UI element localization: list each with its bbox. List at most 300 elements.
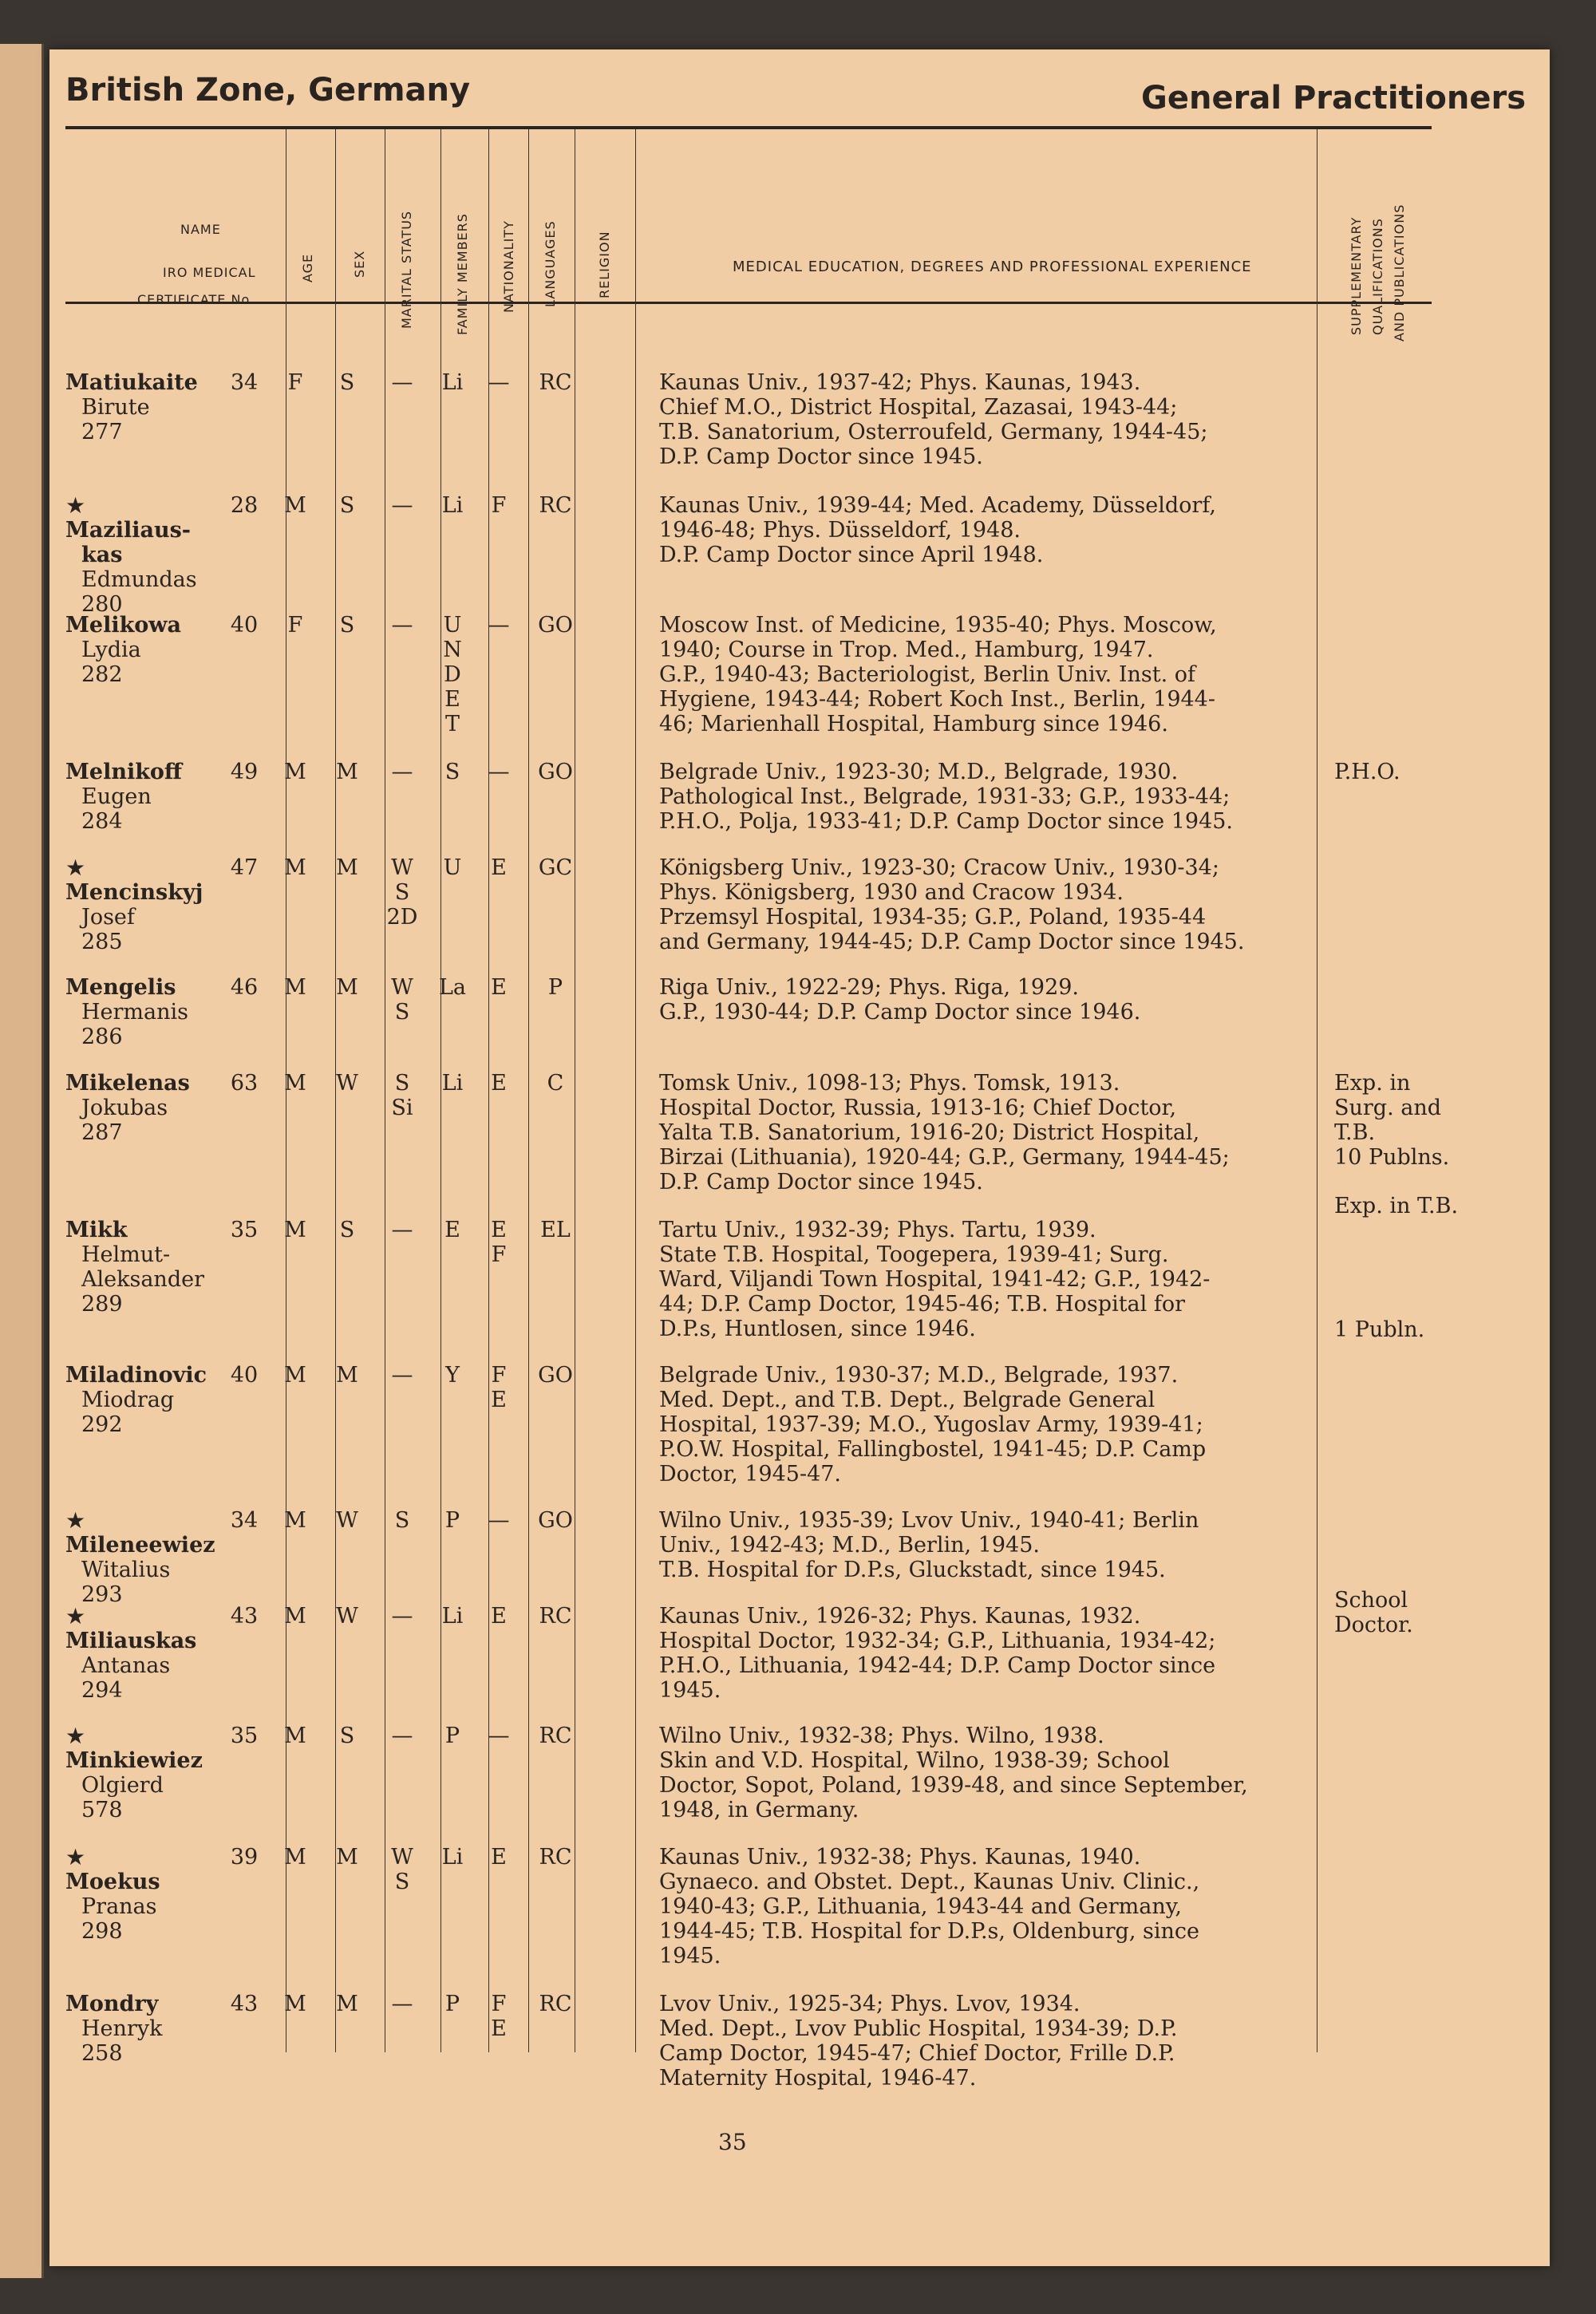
nationality-line: U [443, 855, 462, 880]
given-name: Edmundas [81, 567, 197, 592]
religion-cell: EL [540, 1218, 571, 1242]
column-header-name: NAME [180, 222, 221, 237]
name-cell [65, 1508, 241, 1607]
languages-cell [476, 1218, 522, 1267]
languages-cell [476, 975, 522, 1000]
language-line: E [491, 1218, 507, 1242]
supplementary-cell [1334, 1194, 1494, 1342]
surname: Mikk [65, 1218, 128, 1242]
certificate-number: 289 [81, 1292, 123, 1317]
marital-status-cell: S [339, 493, 355, 518]
surname-line [65, 1508, 241, 1558]
marital-status-cell: W [336, 1508, 358, 1533]
surname-line [65, 975, 241, 1000]
header-rule [65, 126, 1432, 129]
religion-cell: RC [539, 1724, 572, 1748]
education-line: Lvov Univ., 1925-34; Phys. Lvov, 1934. [659, 1992, 1080, 2016]
nationality-line: U [443, 613, 462, 638]
star-icon: ★ [65, 1603, 86, 1629]
education-line: D.P. Camp Doctor since 1945. [659, 1170, 983, 1195]
age-cell: 35 [230, 1218, 259, 1242]
age-cell: 34 [230, 370, 259, 395]
certificate-number: 282 [81, 662, 123, 687]
name-cell [65, 1724, 241, 1822]
nationality-cell [429, 1218, 476, 1242]
education-cell [659, 975, 1363, 1025]
marital-status-cell: M [336, 1845, 358, 1870]
name-cell [65, 493, 241, 617]
age-cell: 28 [230, 493, 259, 518]
language-line: — [488, 370, 510, 395]
supplementary-line [1334, 1293, 1494, 1317]
given-name: Pranas [81, 1894, 157, 1919]
surname-line [65, 613, 241, 638]
religion-cell: RC [539, 1845, 572, 1870]
surname-line [65, 1363, 241, 1388]
education-line: 46; Marienhall Hospital, Hamburg since 1946. [659, 712, 1168, 736]
education-line: Doctor, 1945-47. [659, 1462, 842, 1487]
sex-cell: M [284, 1508, 306, 1533]
supplementary-line [1334, 1268, 1494, 1293]
education-line: Hospital Doctor, 1932-34; G.P., Lithuania, 1934-42; [659, 1629, 1216, 1653]
family-member: — [391, 1724, 413, 1748]
surname: Melnikoff [65, 760, 183, 784]
language-line: E [491, 2016, 507, 2041]
nationality-cell [429, 370, 476, 395]
education-line: P.O.W. Hospital, Fallingbostel, 1941-45; D.P. Camp [659, 1437, 1207, 1462]
religion-cell: GO [538, 613, 573, 638]
surname: Maziliaus- [65, 518, 192, 543]
education-line: 1940; Course in Trop. Med., Hamburg, 1947. [659, 638, 1154, 662]
surname: Mengelis [65, 975, 176, 1000]
sex-cell: M [284, 760, 306, 784]
language-line: E [491, 1604, 507, 1629]
nationality-line: D [444, 662, 461, 687]
surname-line [65, 1845, 241, 1894]
nationality-line: T [444, 712, 460, 736]
sex-cell: M [284, 493, 306, 518]
family-member: — [391, 1992, 413, 2016]
certificate-number: 294 [81, 1678, 123, 1703]
surname-line [65, 543, 241, 567]
religion-cell: RC [539, 370, 572, 395]
nationality-line: S [444, 760, 460, 784]
education-cell [659, 1845, 1363, 1968]
nationality-line: Li [441, 1071, 464, 1096]
surname: Miladinovic [65, 1363, 207, 1388]
given-name: Henryk [81, 2016, 163, 2041]
education-line: 44; D.P. Camp Doctor, 1945-46; T.B. Hospital for [659, 1292, 1186, 1317]
family-members-cell [375, 855, 429, 930]
religion-cell: P [547, 975, 563, 1000]
language-line: E [491, 1388, 507, 1412]
family-member: — [391, 760, 413, 784]
religion-cell: GO [538, 760, 573, 784]
education-line: Hygiene, 1943-44; Robert Koch Inst., Berlin, 1944- [659, 687, 1215, 712]
education-cell [659, 1071, 1363, 1195]
languages-cell [476, 1724, 522, 1748]
certificate-number: 293 [81, 1582, 123, 1607]
surname-line [65, 1724, 241, 1773]
name-cell [65, 975, 241, 1049]
education-line: Tartu Univ., 1932-39; Phys. Tartu, 1939. [659, 1218, 1096, 1242]
language-line: — [488, 1508, 510, 1533]
column-header-rule [65, 302, 1432, 304]
education-line: Birzai (Lithuania), 1920-44; G.P., Germany, 1944-45; [659, 1145, 1230, 1170]
religion-cell: GO [538, 1363, 573, 1388]
supplementary-cell [1334, 1588, 1494, 1637]
marital-status-cell: M [336, 1363, 358, 1388]
column-header-age: AGE [300, 253, 315, 282]
family-member: — [391, 1604, 413, 1629]
star-icon: ★ [65, 1723, 86, 1749]
education-line: Hospital, 1937-39; M.O., Yugoslav Army, 1939-41; [659, 1412, 1203, 1437]
education-cell [659, 1363, 1363, 1487]
religion-cell: C [547, 1071, 564, 1096]
marital-status-cell: S [339, 1218, 355, 1242]
column-header-supplementary: AND PUBLICATIONS [1392, 203, 1407, 342]
column-header-marital: MARITAL STATUS [399, 210, 414, 329]
education-line: Wilno Univ., 1932-38; Phys. Wilno, 1938. [659, 1724, 1104, 1748]
education-cell [659, 1218, 1363, 1341]
family-members-cell [375, 760, 429, 784]
education-cell [659, 613, 1363, 736]
name-cell [65, 370, 241, 444]
nationality-line: P [444, 1724, 460, 1748]
family-members-cell [375, 1218, 429, 1242]
education-line: Med. Dept., Lvov Public Hospital, 1934-39; D.P. [659, 2016, 1178, 2041]
nationality-cell [429, 493, 476, 518]
education-line: 1948, in Germany. [659, 1798, 859, 1822]
education-cell [659, 370, 1363, 469]
education-line: Kaunas Univ., 1926-32; Phys. Kaunas, 1932. [659, 1604, 1141, 1629]
language-line: — [488, 760, 510, 784]
family-member: S [394, 880, 410, 905]
languages-cell [476, 1845, 522, 1870]
education-cell [659, 1604, 1363, 1703]
language-line: E [491, 1845, 507, 1870]
education-line: D.P. Camp Doctor since April 1948. [659, 543, 1044, 567]
name-cell [65, 1604, 241, 1703]
certificate-number: 258 [81, 2041, 123, 2066]
sex-cell: M [284, 1218, 306, 1242]
supplementary-line: T.B. [1334, 1120, 1376, 1145]
age-cell: 47 [230, 855, 259, 880]
education-line: 1946-48; Phys. Düsseldorf, 1948. [659, 518, 1021, 543]
nationality-line: Y [445, 1363, 460, 1388]
nationality-cell [429, 855, 476, 880]
name-cell [65, 855, 241, 954]
surname: Minkiewiez [65, 1748, 203, 1773]
education-line: G.P., 1930-44; D.P. Camp Doctor since 1946. [659, 1000, 1141, 1025]
supplementary-line: Exp. in [1334, 1071, 1411, 1096]
surname-line [65, 1604, 241, 1653]
given-name: Aleksander [81, 1267, 204, 1292]
language-line: F [491, 1242, 507, 1267]
nationality-cell [429, 760, 476, 784]
surname: Mileneewiez [65, 1533, 215, 1558]
nationality-cell [429, 1992, 476, 2016]
family-members-cell [375, 1992, 429, 2016]
age-cell: 39 [230, 1845, 259, 1870]
column-header-cert: CERTIFICATE No. [137, 292, 255, 307]
family-member: — [391, 613, 413, 638]
star-icon: ★ [65, 1507, 86, 1534]
supplementary-cell [1334, 1071, 1494, 1170]
column-header-sex: SEX [352, 250, 367, 278]
family-member: — [391, 1218, 413, 1242]
education-line: P.H.O., Lithuania, 1942-44; D.P. Camp Doctor since [659, 1653, 1216, 1678]
nationality-line: Li [441, 493, 464, 518]
star-icon: ★ [65, 1844, 86, 1870]
family-members-cell [375, 975, 429, 1025]
certificate-number: 287 [81, 1120, 123, 1145]
given-name: Josef [81, 905, 135, 930]
languages-cell [476, 1508, 522, 1533]
family-member: S [394, 1071, 410, 1096]
given-name: Antanas [81, 1653, 171, 1678]
sex-cell: M [284, 1992, 306, 2016]
family-members-cell [375, 1604, 429, 1629]
star-icon: ★ [65, 855, 86, 881]
nationality-line: Li [441, 370, 464, 395]
languages-cell [476, 493, 522, 518]
name-cell [65, 1992, 241, 2066]
column-header-supplementary: SUPPLEMENTARY [1349, 216, 1364, 335]
languages-cell [476, 370, 522, 395]
marital-status-cell: W [336, 1071, 358, 1096]
age-cell: 35 [230, 1724, 259, 1748]
surname: Melikowa [65, 613, 182, 638]
nationality-line: N [443, 638, 462, 662]
column-header-iro: IRO MEDICAL [163, 265, 256, 280]
family-member: W [391, 855, 413, 880]
age-cell: 63 [230, 1071, 259, 1096]
education-cell [659, 1724, 1363, 1822]
previous-page-edge [0, 44, 44, 2278]
education-line: Königsberg Univ., 1923-30; Cracow Univ., 1930-34; [659, 855, 1219, 880]
education-cell [659, 1992, 1363, 2091]
supplementary-line: Surg. and [1334, 1096, 1442, 1120]
certificate-number: 578 [81, 1798, 123, 1822]
family-members-cell [375, 370, 429, 395]
marital-status-cell: M [336, 760, 358, 784]
certificate-number: 285 [81, 930, 123, 954]
supplementary-line: 10 Publns. [1334, 1145, 1450, 1170]
age-cell: 49 [230, 760, 259, 784]
education-cell [659, 1508, 1363, 1582]
sex-cell: M [284, 1845, 306, 1870]
education-line: Wilno Univ., 1935-39; Lvov Univ., 1940-41; Berlin [659, 1508, 1199, 1533]
education-line: Gynaeco. and Obstet. Dept., Kaunas Univ. Clinic., [659, 1870, 1200, 1894]
education-line: 1945. [659, 1944, 721, 1968]
supplementary-line [1334, 1218, 1494, 1243]
column-header-languages: LANGUAGES [543, 220, 558, 307]
education-line: Belgrade Univ., 1923-30; M.D., Belgrade, 1930. [659, 760, 1179, 784]
given-name: Lydia [81, 638, 141, 662]
sex-cell: M [284, 975, 306, 1000]
given-name: Witalius [81, 1558, 171, 1582]
family-members-cell [375, 1071, 429, 1120]
sex-cell: F [287, 370, 303, 395]
column-header-nationality: NATIONALITY [501, 220, 516, 313]
name-cell [65, 1218, 241, 1317]
education-line: State T.B. Hospital, Toogepera, 1939-41; Surg. [659, 1242, 1169, 1267]
certificate-number: 284 [81, 809, 123, 834]
education-line: Ward, Viljandi Town Hospital, 1941-42; G.P., 1942- [659, 1267, 1211, 1292]
education-line: Riga Univ., 1922-29; Phys. Riga, 1929. [659, 975, 1080, 1000]
languages-cell [476, 855, 522, 880]
education-line: Moscow Inst. of Medicine, 1935-40; Phys. Moscow, [659, 613, 1217, 638]
nationality-cell [429, 613, 476, 736]
nationality-cell [429, 975, 476, 1000]
education-line: 1945. [659, 1678, 721, 1703]
nationality-cell [429, 1363, 476, 1388]
education-line: Przemsyl Hospital, 1934-35; G.P., Poland, 1935-44 [659, 905, 1207, 930]
surname: Mencinskyj [65, 880, 203, 905]
family-member: S [394, 1000, 410, 1025]
education-line: Med. Dept., and T.B. Dept., Belgrade General [659, 1388, 1156, 1412]
certificate-number: 298 [81, 1919, 123, 1944]
religion-cell: RC [539, 493, 572, 518]
family-member: — [391, 370, 413, 395]
marital-status-cell: S [339, 613, 355, 638]
education-line: Tomsk Univ., 1098-13; Phys. Tomsk, 1913. [659, 1071, 1120, 1096]
education-line: Hospital Doctor, Russia, 1913-16; Chief Doctor, [659, 1096, 1177, 1120]
supplementary-line: Doctor. [1334, 1613, 1413, 1637]
languages-cell [476, 613, 522, 638]
supplementary-line: P.H.O. [1334, 760, 1400, 784]
sex-cell: M [284, 1071, 306, 1096]
column-divider [635, 129, 636, 2052]
nationality-line: Li [441, 1604, 464, 1629]
language-line: E [491, 1071, 507, 1096]
language-line: F [491, 1363, 507, 1388]
family-members-cell [375, 1845, 429, 1894]
nationality-line: La [438, 975, 467, 1000]
header-region: British Zone, Germany [65, 72, 471, 109]
surname: Matiukaite [65, 370, 198, 395]
family-member: — [391, 493, 413, 518]
marital-status-cell: M [336, 855, 358, 880]
sex-cell: M [284, 1724, 306, 1748]
age-cell: 43 [230, 1604, 259, 1629]
nationality-line: Li [441, 1845, 464, 1870]
surname: Mikelenas [65, 1071, 190, 1096]
family-members-cell [375, 613, 429, 638]
religion-cell: GC [538, 855, 573, 880]
language-line: E [491, 855, 507, 880]
languages-cell [476, 1992, 522, 2041]
family-member: W [391, 975, 413, 1000]
education-line: Kaunas Univ., 1939-44; Med. Academy, Düsseldorf, [659, 493, 1216, 518]
religion-cell: GO [538, 1508, 573, 1533]
language-line: E [491, 975, 507, 1000]
education-line: Univ., 1942-43; M.D., Berlin, 1945. [659, 1533, 1040, 1558]
name-cell [65, 1071, 241, 1145]
age-cell: 40 [230, 613, 259, 638]
column-header-religion: RELIGION [597, 231, 612, 298]
surname: Moekus [65, 1870, 160, 1894]
name-cell [65, 613, 241, 687]
surname: kas [81, 543, 123, 567]
given-name: Helmut- [81, 1242, 171, 1267]
education-line: Kaunas Univ., 1932-38; Phys. Kaunas, 1940. [659, 1845, 1141, 1870]
star-icon: ★ [65, 492, 86, 519]
education-cell [659, 855, 1363, 954]
education-line: D.P. Camp Doctor since 1945. [659, 444, 983, 469]
education-line: Yalta T.B. Sanatorium, 1916-20; District Hospital, [659, 1120, 1200, 1145]
family-member: — [391, 1363, 413, 1388]
education-line: Pathological Inst., Belgrade, 1931-33; G.P., 1933-44; [659, 784, 1231, 809]
education-line: Camp Doctor, 1945-47; Chief Doctor, Frille D.P. [659, 2041, 1175, 2066]
nationality-cell [429, 1724, 476, 1748]
language-line: F [491, 1992, 507, 2016]
family-member: Si [391, 1096, 413, 1120]
education-line: Doctor, Sopot, Poland, 1939-48, and since September, [659, 1773, 1248, 1798]
family-member: S [394, 1508, 410, 1533]
marital-status-cell: W [336, 1604, 358, 1629]
certificate-number: 277 [81, 420, 123, 444]
surname-line [65, 1071, 241, 1096]
nationality-cell [429, 1845, 476, 1870]
surname-line [65, 760, 241, 784]
page-number: 35 [718, 2129, 747, 2155]
sex-cell: F [287, 613, 303, 638]
family-member: S [394, 1870, 410, 1894]
languages-cell [476, 1363, 522, 1412]
family-members-cell [375, 1363, 429, 1388]
age-cell: 34 [230, 1508, 259, 1533]
religion-cell: RC [539, 1604, 572, 1629]
surname-line [65, 1218, 241, 1242]
column-header-education: MEDICAL EDUCATION, DEGREES AND PROFESSIONAL EXPERIENCE [733, 259, 1252, 275]
nationality-line: E [444, 1218, 460, 1242]
marital-status-cell: M [336, 1992, 358, 2016]
education-cell [659, 493, 1363, 567]
name-cell [65, 1363, 241, 1437]
marital-status-cell: S [339, 1724, 355, 1748]
age-cell: 46 [230, 975, 259, 1000]
age-cell: 40 [230, 1363, 259, 1388]
supplementary-line [1334, 1243, 1494, 1268]
education-cell [659, 760, 1363, 834]
education-line: 1940-43; G.P., Lithuania, 1943-44 and Germany, [659, 1894, 1183, 1919]
education-line: T.B. Hospital for D.P.s, Gluckstadt, since 1945. [659, 1558, 1166, 1582]
supplementary-line: School [1334, 1588, 1408, 1613]
sex-cell: M [284, 1363, 306, 1388]
language-line: F [491, 493, 507, 518]
surname-line [65, 370, 241, 395]
language-line: — [488, 1724, 510, 1748]
nationality-line: P [444, 1992, 460, 2016]
certificate-number: 280 [81, 592, 123, 617]
supplementary-cell [1334, 760, 1494, 784]
marital-status-cell: M [336, 975, 358, 1000]
given-name: Olgierd [81, 1773, 164, 1798]
languages-cell [476, 760, 522, 784]
age-cell: 43 [230, 1992, 259, 2016]
languages-cell [476, 1604, 522, 1629]
education-line: D.P.s, Huntlosen, since 1946. [659, 1317, 976, 1341]
name-cell [65, 760, 241, 834]
family-members-cell [375, 493, 429, 518]
nationality-cell [429, 1604, 476, 1629]
surname: Mondry [65, 1992, 159, 2016]
surname-line [65, 493, 241, 543]
family-member: W [391, 1845, 413, 1870]
education-line: G.P., 1940-43; Bacteriologist, Berlin Univ. Inst. of [659, 662, 1196, 687]
